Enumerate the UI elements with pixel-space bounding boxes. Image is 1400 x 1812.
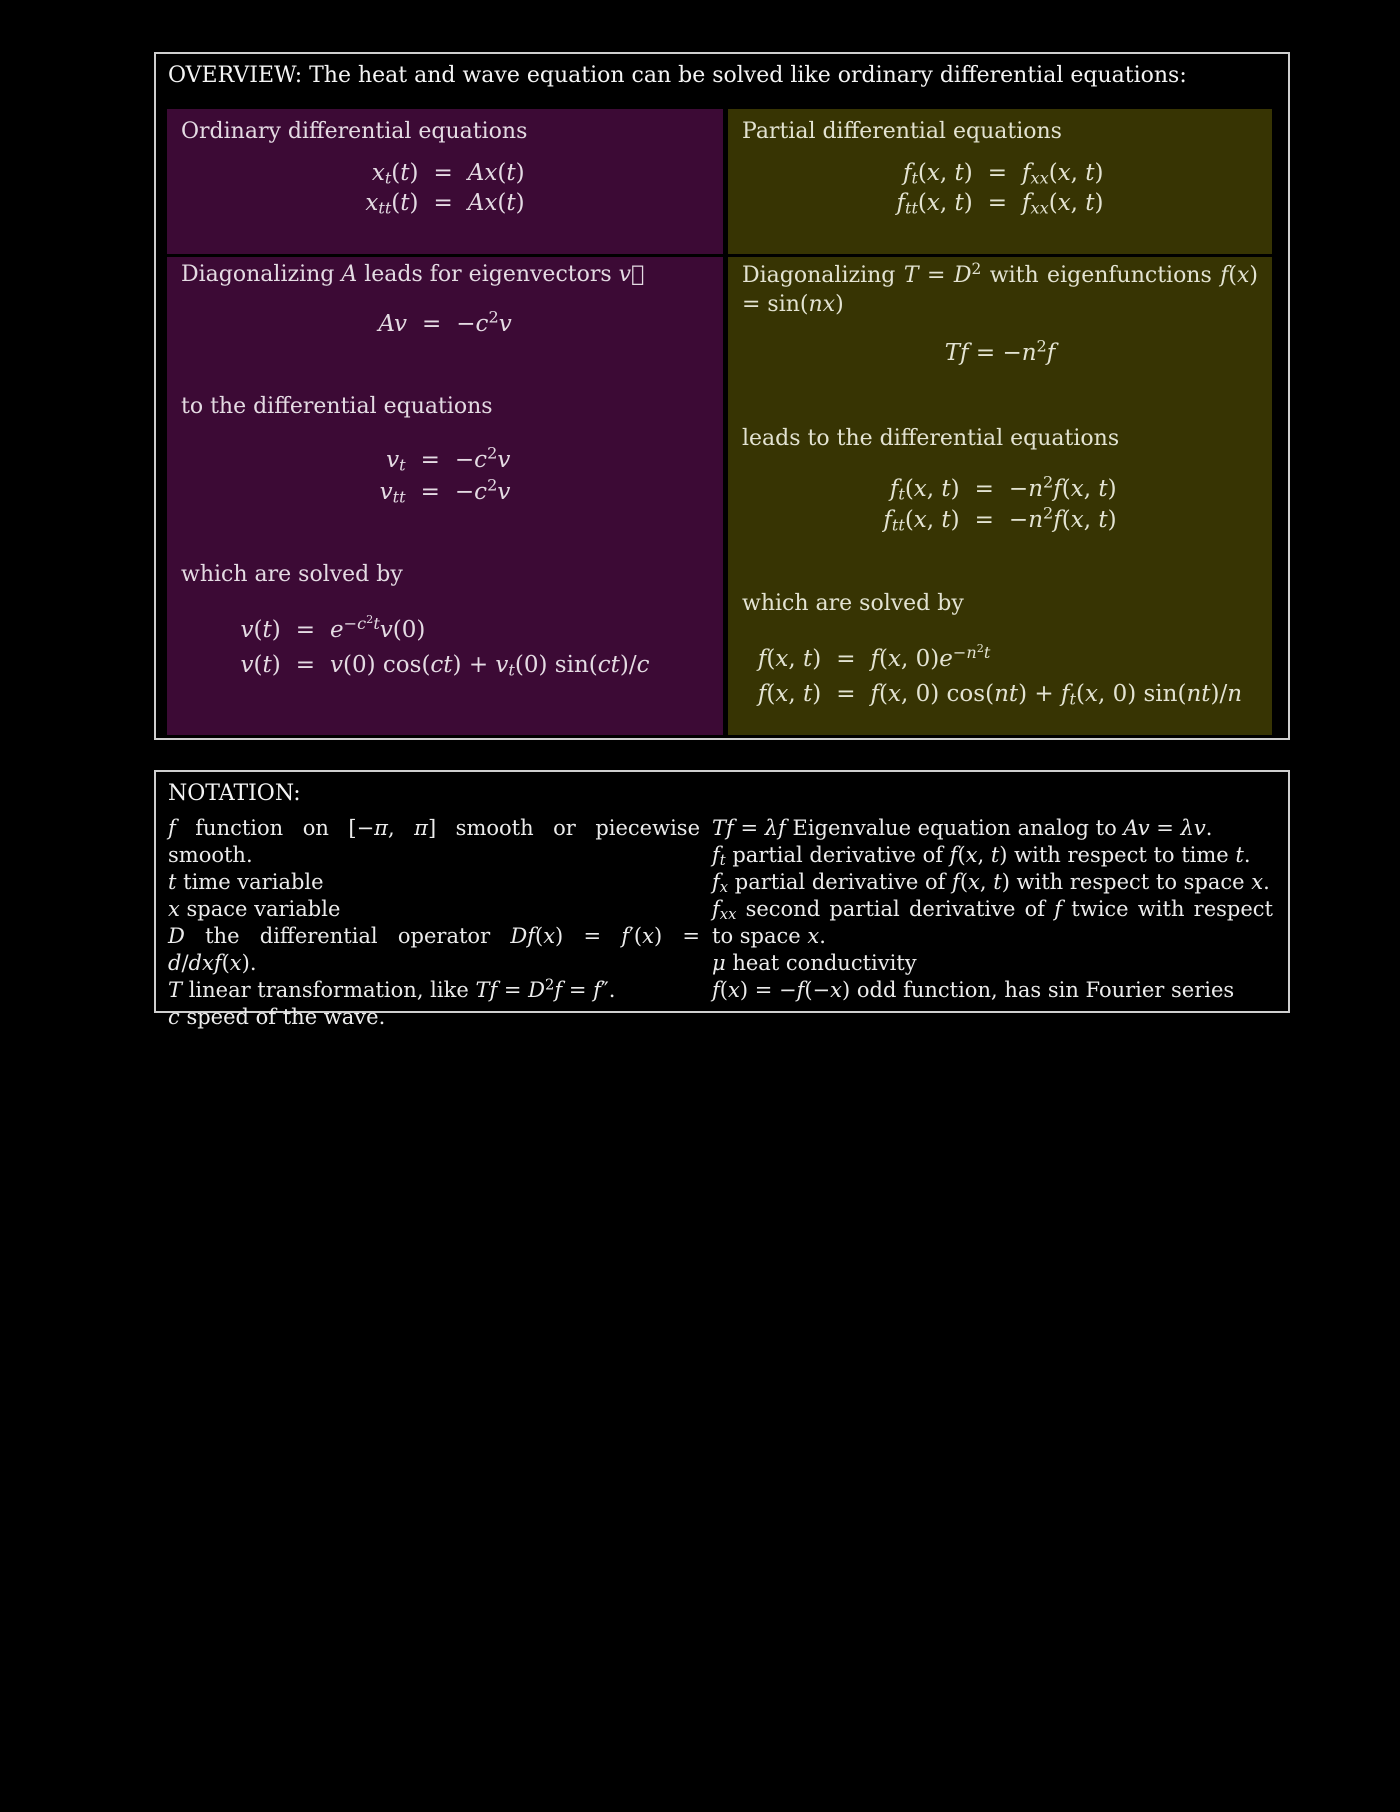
equation-rhs: $-c^2v$ — [456, 307, 512, 337]
notation-item: D the differential operator Df(x) = f′(x) = d/dxf(x). — [168, 924, 701, 975]
notation-item: T linear transformation, like $Tf = D^2f = f''$. — [168, 976, 616, 1002]
equation-lhs: $f_{tt}(x$, t) — [883, 507, 960, 535]
equation-rhs: $e^{-c^2t}v(0)$ — [330, 612, 426, 643]
pde-top-equations — [742, 158, 1258, 218]
pde-eigen-equation: $Tf = -n^2f$ — [944, 336, 1056, 366]
overview-box — [154, 52, 1290, 740]
notation-item: $f_x$ partial derivative of f(x, t) with respect to space x. — [712, 870, 1270, 897]
equation-rhs: $-n^2f(x$, t) — [1008, 503, 1117, 533]
pde-text-leads-to: leads to the differential equations — [742, 426, 1120, 451]
equation-lhs: v(t) — [240, 652, 281, 678]
equation-rhs: f(x, 0) $\cos(nt) + f_t(x$, 0) sin(nt)/n — [870, 681, 1243, 709]
equation-rhs: $-n^2f(x$, t) — [1008, 472, 1117, 502]
equation-rel: = — [987, 160, 1008, 186]
equation-lhs: $f_t(x$, t) — [889, 476, 960, 504]
ode-panel-header: Ordinary differential equations — [181, 119, 528, 144]
notation-item: Tf = λf Eigenvalue equation analog to Av = λv. — [712, 816, 1213, 840]
pde-text-diagonalizing: Diagonalizing $T = D^2$ with eigenfunctions f(x) = sin(nx) — [742, 260, 1258, 317]
pde-panel-header: Partial differential equations — [742, 119, 1062, 144]
equation-rhs: Ax(t) — [467, 190, 525, 216]
notation-title: NOTATION: — [168, 781, 301, 806]
ode-text-solved-by: which are solved by — [181, 562, 403, 587]
equation-rhs: f(x, $0)e^{-n^2t}$ — [870, 641, 991, 672]
equation-lhs: $x_{tt}(t)$ — [365, 190, 419, 218]
ode-diff-equations — [181, 445, 709, 507]
equation-rel: = — [974, 476, 994, 502]
equation-rhs: $f_{xx}(x$, t) — [1022, 160, 1104, 188]
ode-text-diagonalizing: Diagonalizing A leads for eigenvectors v⃗ — [181, 262, 645, 287]
equation-rel: = — [974, 507, 994, 533]
pde-text-solved-by: which are solved by — [742, 591, 964, 616]
pde-header-cell — [728, 109, 1272, 254]
notation-item: c speed of the wave. — [168, 1005, 386, 1029]
notation-item: t time variable — [168, 870, 324, 894]
equation-rhs: $-c^2v$ — [454, 475, 511, 505]
equation-rhs: $f_{xx}(x$, t) — [1022, 190, 1104, 218]
notation-item: $f_t$ partial derivative of f(x, t) with respect to time t. — [712, 843, 1251, 870]
equation-rel: = — [420, 447, 440, 473]
equation-lhs: $x_t(t)$ — [371, 160, 419, 188]
notation-item: x space variable — [168, 897, 341, 921]
equation-rel: = — [433, 160, 453, 186]
ode-body-cell — [167, 257, 723, 735]
equation-rhs: v(0) $\cos(ct) + v_t(0)$ sin(ct)/c — [330, 652, 650, 680]
ode-solutions — [181, 613, 709, 682]
notation-columns — [156, 815, 1288, 1031]
equation-rel: = — [987, 190, 1008, 216]
equation-rel: = — [421, 311, 442, 337]
equation-lhs: f(x, t) — [757, 681, 822, 707]
ode-eigen-equation — [181, 309, 709, 339]
equation-rel: = — [420, 479, 440, 505]
equation-lhs: $v_t$ — [386, 447, 406, 475]
notation-item: μ heat conductivity — [712, 951, 917, 975]
equation-lhs: Av — [378, 311, 407, 337]
notation-box — [154, 770, 1290, 1029]
overview-title: OVERVIEW: The heat and wave equation can be solved like ordinary differential equations: — [168, 63, 1187, 88]
equation-rhs: $-c^2v$ — [454, 443, 511, 473]
equation-rel: = — [295, 652, 316, 678]
equation-lhs: v(t) — [240, 617, 281, 643]
notation-right-column — [712, 815, 1273, 1031]
equation-lhs: $v_{tt}$ — [379, 479, 406, 507]
equation-rel: = — [836, 681, 856, 707]
equation-lhs: f(x, t) — [757, 646, 822, 672]
equation-lhs: $f_t(x$, t) — [902, 160, 973, 188]
notation-item: f function on [−π, π] smooth or piecewise smooth. — [168, 816, 700, 867]
ode-top-equations — [181, 158, 709, 218]
notation-left-column — [168, 815, 700, 1031]
pde-solutions — [742, 642, 1258, 711]
pde-diff-equations — [742, 474, 1258, 535]
equation-rel: = — [836, 646, 856, 672]
ode-pde-panels — [167, 109, 1272, 735]
ode-text-leads-to: to the differential equations — [181, 394, 493, 419]
pde-body-cell — [728, 257, 1272, 735]
equation-lhs: $f_{tt}(x$, t) — [896, 190, 973, 218]
notation-item: f(x) = −f(−x) odd function, has sin Fourier series — [712, 978, 1235, 1002]
equation-rel: = — [295, 617, 316, 643]
equation-rhs: Ax(t) — [467, 160, 525, 186]
notation-item: $f_{xx}$ second partial derivative of f twice with respect to space x. — [712, 897, 1273, 948]
equation-rel: = — [433, 190, 453, 216]
ode-header-cell — [167, 109, 723, 254]
